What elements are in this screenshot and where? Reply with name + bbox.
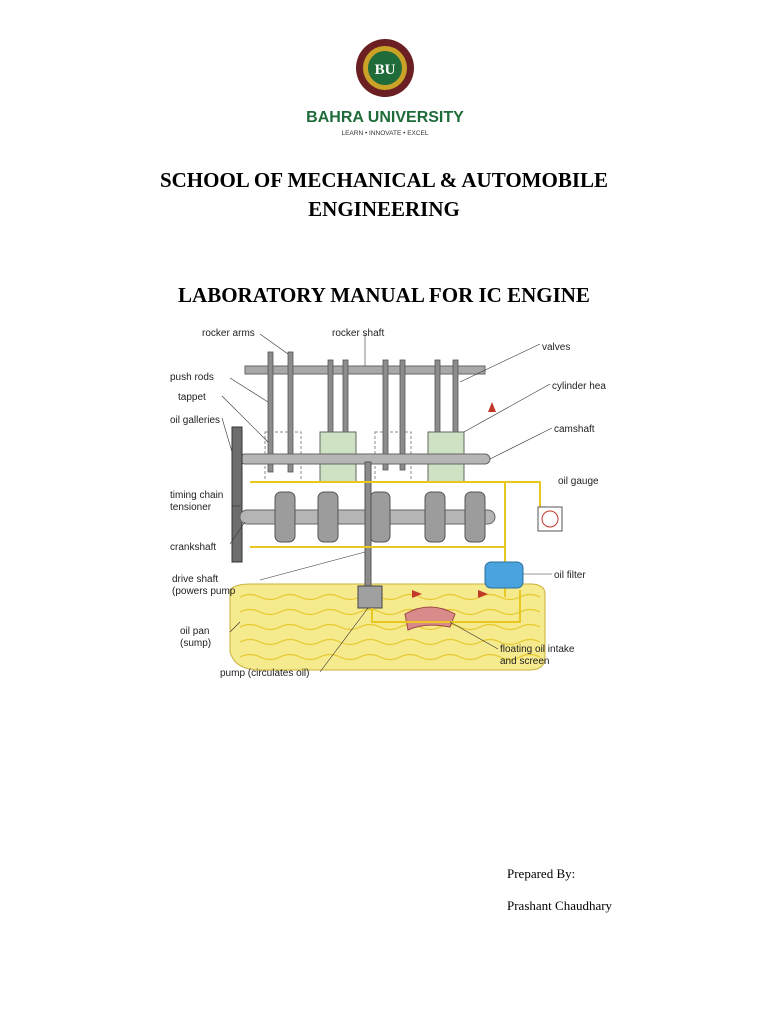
oil-pump — [358, 586, 382, 608]
label-valves: valves — [542, 342, 571, 353]
manual-title: LABORATORY MANUAL FOR IC ENGINE — [178, 283, 590, 307]
label-drive-shaft: drive shaft — [172, 574, 219, 585]
label-rocker-shaft: rocker shaft — [332, 328, 385, 339]
label-pump: pump (circulates oil) — [220, 668, 310, 679]
university-logo — [300, 36, 470, 146]
label-oil-gauge: oil gauge — [558, 476, 599, 487]
logo-name: BAHRA UNIVERSITY — [306, 109, 464, 126]
school-heading-line2: ENGINEERING — [308, 197, 460, 221]
rocker-shaft — [245, 366, 485, 374]
label-oil-galleries: oil galleries — [170, 415, 221, 426]
label-screen: and screen — [500, 656, 550, 667]
label-push-rods: push rods — [170, 372, 214, 383]
label-powers-pump: (powers pump — [172, 586, 236, 597]
label-tensioner: tensioner — [170, 502, 212, 513]
oil-gauge-dial-icon — [542, 511, 558, 527]
label-tappet: tappet — [178, 392, 206, 403]
school-heading — [0, 166, 768, 224]
label-crankshaft: crankshaft — [170, 542, 217, 553]
label-sump: (sump) — [180, 638, 212, 649]
oil-pan — [230, 584, 545, 670]
seal-initials: BU — [374, 62, 396, 78]
label-timing-chain: timing chain — [170, 490, 224, 501]
engine-lubrication-diagram — [160, 322, 610, 692]
university-seal-icon — [300, 36, 470, 146]
label-oil-pan: oil pan — [180, 626, 210, 637]
logo-tagline: LEARN • INNOVATE • EXCEL — [341, 130, 429, 137]
label-rocker-arms: rocker arms — [202, 328, 255, 339]
oil-filter — [485, 562, 523, 588]
author-name: Prashant Chaudhary — [507, 898, 613, 913]
label-oil-intake: floating oil intake — [500, 644, 575, 655]
prepared-by-label: Prepared By: — [507, 866, 576, 881]
label-oil-filter: oil filter — [554, 570, 586, 581]
label-camshaft: camshaft — [554, 424, 595, 435]
school-heading-line1: SCHOOL OF MECHANICAL & AUTOMOBILE — [159, 168, 609, 192]
label-cylinder-head: cylinder hea — [552, 381, 606, 392]
engine-diagram-figure — [160, 322, 610, 692]
timing-chain — [232, 427, 242, 562]
